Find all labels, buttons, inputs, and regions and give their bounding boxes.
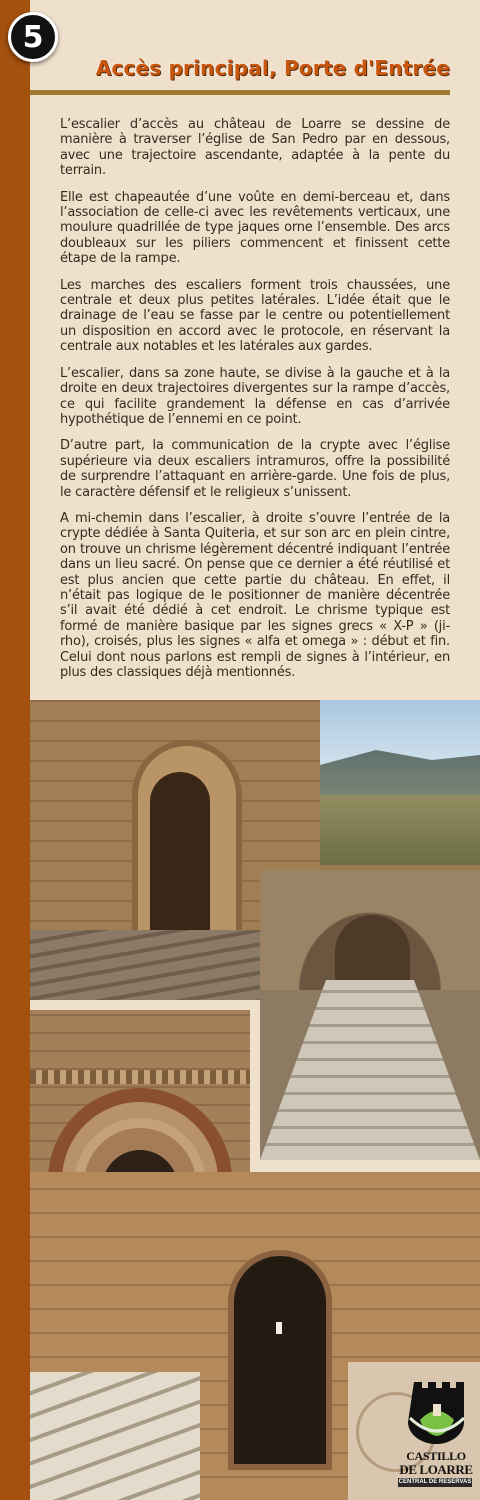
page-title: Accès principal, Porte d'Entrée [95, 56, 450, 80]
paragraph: D’autre part, la communication de la crypte avec l’église supérieure via deux escaliers intramuros, offre la possibilité de surprendre l’attaquant en arrière-garde. Une fois de plus, le caractère défensif et le religieux s’unissent. [60, 438, 450, 500]
text-body [60, 117, 450, 691]
side-bar [0, 0, 30, 1500]
section-number-badge: 5 [8, 12, 58, 62]
paragraph: L’escalier, dans sa zone haute, se divise à la gauche et à la droite en deux trajectoires divergentes sur la rampe d’accès, ce qui facilite grandement la défense en cas d’arrivée hypothétique de l’ennemi en ce point. [60, 365, 450, 427]
paragraph: L’escalier d’accès au château de Loarre se dessine de manière à traverser l’église de San Pedro par en dessous, avec une trajectoire ascendante, adaptée à la pente du terrain. [60, 117, 450, 179]
logo-text-de-loarre: DE LOARRE [399, 1462, 473, 1477]
paragraph: A mi-chemin dans l’escalier, à droite s’ouvre l’entrée de la crypte dédiée à Santa Quiteria, et sur son arc en plein cintre, on trouve un chrisme légèrement décentré indiquant l’entrée dans un lieu sacré. On pense que ce dernier a été réutilisé et est plus ancien que cette partie du château. En effet, il n’était pas logique de le positionner de manière décentrée s’il avait été dédié à cet endroit. Le chrisme typique est formé de manière basique par les signes grecs « X-P » (ji-rho), croisés, plus les signes « alfa et omega » : début et fin. Celui dont nous parlons est rempli de signes à l’intérieur, en plus des classiques déjà mentionnés. [60, 510, 450, 680]
logo-text-central-reservas: CENTRAL DE RESERVAS [398, 1479, 472, 1485]
paragraph: Les marches des escaliers forment trois chaussées, une centrale et deux plus petites latérales. L’idée était que le drainage de l’eau se fasse par le centre ou potentiellement un disposition en accord avec le protocole, en réservant la centrale aux notables et les latérales aux gardes. [60, 277, 450, 355]
castle-logo-icon [404, 1378, 470, 1448]
logo-text-castillo: CASTILLO [406, 1449, 466, 1463]
photo-stairs-corridor [260, 870, 480, 1160]
title-divider [30, 90, 450, 95]
paragraph: Elle est chapeautée d’une voûte en demi-berceau et, dans l’association de celle-ci avec les revêtements verticaux, une moulure quadrillée de type jaques orne l’ensemble. Des arcs doubleaux sur les piliers commencent et finissent cette étape de la rampe. [60, 189, 450, 267]
